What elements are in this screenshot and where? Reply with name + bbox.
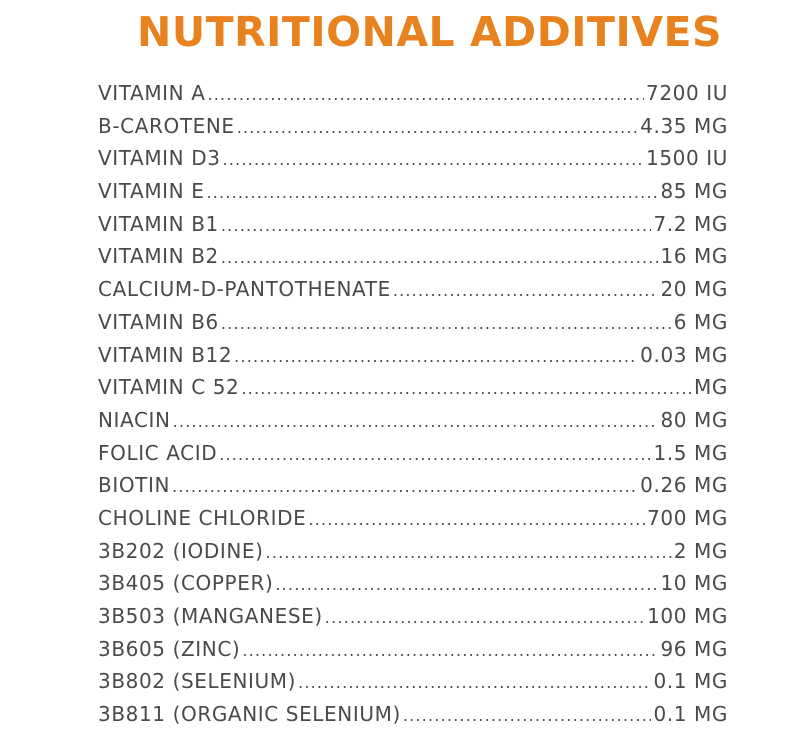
item-amount: 80 MG [660, 407, 728, 432]
item-name: VITAMIN B2 [98, 244, 219, 269]
item-name: 3B405 (COPPER) [98, 571, 274, 596]
list-item [98, 702, 728, 735]
dot-leader [242, 641, 658, 660]
dot-leader [206, 183, 658, 202]
item-name: NIACIN [98, 407, 171, 432]
item-amount: 6 MG [673, 309, 728, 334]
list-item [98, 669, 728, 702]
dot-leader [241, 379, 692, 398]
item-amount: 0.1 MG [653, 669, 728, 694]
item-amount: 2 MG [673, 538, 728, 563]
item-name: VITAMIN E [98, 179, 205, 204]
item-amount: 7.2 MG [653, 211, 728, 236]
item-amount: 700 MG [647, 505, 728, 530]
nutritional-additives-list [98, 81, 728, 735]
item-amount: MG [694, 375, 728, 400]
item-amount: 96 MG [660, 636, 728, 661]
item-amount: 7200 IU [646, 81, 728, 105]
item-amount: 20 MG [660, 277, 728, 302]
dot-leader [221, 314, 672, 333]
item-name: 3B605 (ZINC) [98, 636, 241, 661]
dot-leader [172, 477, 638, 496]
dot-leader [298, 673, 651, 692]
list-item [98, 571, 728, 604]
list-item [98, 81, 728, 114]
item-name: CALCIUM-D-PANTOTHENATE [98, 277, 391, 302]
list-item [98, 408, 728, 441]
item-amount: 100 MG [647, 604, 728, 628]
list-item [98, 310, 728, 343]
item-amount: 85 MG [660, 179, 728, 204]
item-name: BIOTIN [98, 473, 171, 498]
item-amount: 0.26 MG [640, 473, 728, 498]
list-item [98, 212, 728, 245]
list-item [98, 375, 728, 408]
dot-leader [173, 412, 659, 431]
list-item [98, 244, 728, 277]
list-item [98, 441, 728, 474]
list-item [98, 473, 728, 506]
item-amount: 16 MG [660, 244, 728, 269]
item-name: B-CAROTENE [98, 113, 235, 138]
dot-leader [237, 118, 638, 137]
dot-leader [325, 608, 645, 627]
item-amount: 1500 IU [646, 146, 728, 171]
item-amount: 10 MG [660, 571, 728, 596]
list-item [98, 604, 728, 637]
item-name: VITAMIN C 52 [98, 375, 240, 400]
item-name: 3B802 (SELENIUM) [98, 669, 297, 694]
item-name: VITAMIN A [98, 81, 206, 105]
item-name: 3B811 (ORGANIC SELENIUM) [98, 702, 401, 727]
item-name: VITAMIN B12 [98, 342, 233, 367]
item-amount: 4.35 MG [640, 113, 728, 138]
list-item [98, 343, 728, 376]
list-item [98, 146, 728, 179]
item-name: VITAMIN D3 [98, 146, 221, 171]
page-title: NUTRITIONAL ADDITIVES [137, 8, 722, 56]
dot-leader [275, 575, 658, 594]
item-amount: 0.1 MG [653, 702, 728, 727]
dot-leader [308, 510, 645, 529]
dot-leader [266, 543, 672, 562]
item-name: CHOLINE CHLORIDE [98, 505, 307, 530]
dot-leader [234, 347, 638, 366]
item-amount: 0.03 MG [640, 342, 728, 367]
item-name: VITAMIN B6 [98, 309, 219, 334]
list-item [98, 277, 728, 310]
dot-leader [223, 150, 644, 169]
dot-leader [219, 445, 651, 464]
item-name: VITAMIN B1 [98, 211, 219, 236]
item-name: FOLIC ACID [98, 440, 218, 465]
dot-leader [221, 216, 652, 235]
item-name: 3B202 (IODINE) [98, 538, 264, 563]
dot-leader [403, 706, 652, 725]
list-item [98, 539, 728, 572]
list-item [98, 114, 728, 147]
list-item [98, 637, 728, 670]
list-item [98, 179, 728, 212]
list-item [98, 506, 728, 539]
dot-leader [393, 281, 659, 300]
dot-leader [207, 85, 644, 104]
item-amount: 1.5 MG [653, 440, 728, 465]
item-name: 3B503 (MANGANESE) [98, 604, 323, 628]
dot-leader [221, 248, 659, 267]
